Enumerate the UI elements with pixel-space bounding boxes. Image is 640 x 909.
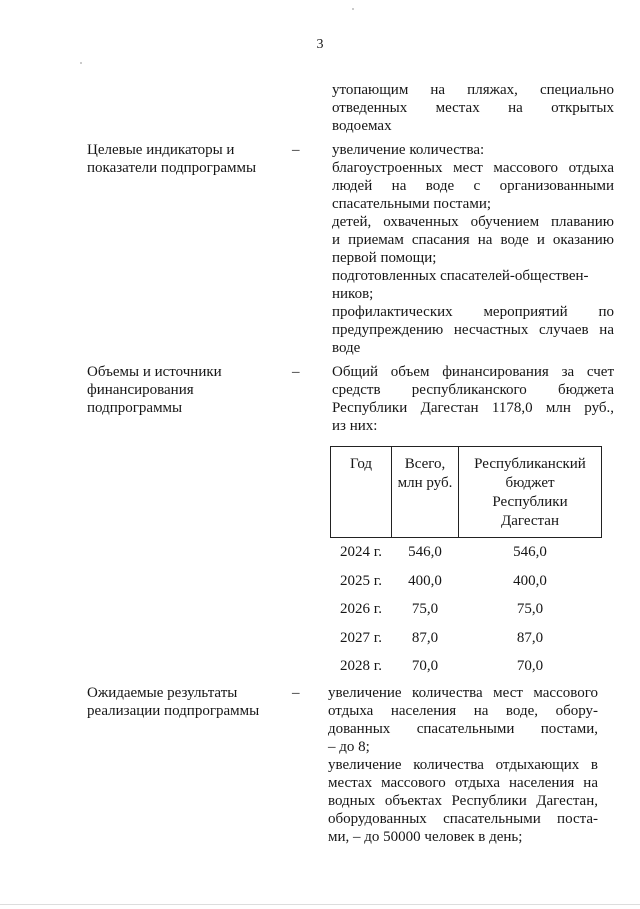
cell-year: 2028 г. <box>340 658 382 675</box>
expected-results-label <box>87 684 277 720</box>
cell-total: 70,0 <box>411 658 439 675</box>
value-line: отдыха населения на воде, обору- <box>328 703 598 719</box>
table-row <box>331 652 602 681</box>
cell-year: 2027 г. <box>340 629 382 646</box>
value-line: детей, охваченных обучением плаванию <box>332 214 614 230</box>
value-line: – до 8; <box>328 739 370 755</box>
funding-dash: – <box>292 364 300 380</box>
value-line: первой помощи; <box>332 250 437 266</box>
value-line: спасательными постами; <box>332 196 492 212</box>
value-line: отведенных местах на открытых <box>332 100 614 116</box>
cell-republican: 546,0 <box>513 544 547 561</box>
table-row <box>331 538 602 567</box>
cell-republican: 75,0 <box>516 601 544 618</box>
cell-total: 87,0 <box>411 629 439 646</box>
value-line: утопающим на пляжах, специально <box>332 82 614 98</box>
cell-republican: 400,0 <box>513 572 547 589</box>
value-line: Общий объем финансирования за счет <box>332 364 614 380</box>
value-line: из них: <box>332 418 378 434</box>
label-line: Ожидаемые результаты <box>87 685 238 701</box>
value-line: увеличение количества: <box>332 142 485 158</box>
scan-speck <box>80 62 82 64</box>
expected-results-value <box>328 684 598 846</box>
value-line: средств республиканского бюджета <box>332 382 614 398</box>
cell-total: 75,0 <box>411 601 439 618</box>
cell-republican: 70,0 <box>516 658 544 675</box>
value-line: предупреждению несчастных случаев на <box>332 322 614 338</box>
label-line: подпрограммы <box>87 400 183 416</box>
value-line: профилактических мероприятий по <box>332 304 614 320</box>
page-number: 3 <box>316 37 324 52</box>
cell-year: 2024 г. <box>340 544 382 561</box>
expected-results-dash: – <box>292 685 300 701</box>
cell-total: 546,0 <box>408 544 442 561</box>
value-line: подготовленных спасателей-обществен- <box>332 268 589 284</box>
value-line: благоустроенных мест массового отдыха <box>332 160 614 176</box>
value-line: и приемам спасания на воде и оказанию <box>332 232 614 248</box>
cell-year: 2026 г. <box>340 601 382 618</box>
continuation-value <box>332 81 614 135</box>
target-indicators-dash: – <box>292 142 300 158</box>
table-row <box>331 595 602 624</box>
scan-speck <box>352 8 354 10</box>
table-row <box>331 567 602 596</box>
cell-total: 400,0 <box>408 572 442 589</box>
value-line: водных объектах Республики Дагестан, <box>328 793 598 809</box>
table-row <box>331 624 602 653</box>
label-line: финансирования <box>87 382 194 398</box>
header-total: Всего, млн руб. <box>392 447 459 538</box>
funding-table <box>330 446 602 681</box>
header-year: Год <box>331 447 392 538</box>
label-line: Целевые индикаторы и <box>87 142 235 158</box>
cell-republican: 87,0 <box>516 629 544 646</box>
page-edge-line <box>0 904 640 905</box>
value-line: людей на воде с организованными <box>332 178 614 194</box>
value-line: ников; <box>332 286 374 302</box>
value-line: увеличение количества мест массового <box>328 685 598 701</box>
cell-year: 2025 г. <box>340 572 382 589</box>
value-line: увеличение количества отдыхающих в <box>328 757 598 773</box>
funding-table-header-row <box>331 447 602 538</box>
value-line: воде <box>332 340 361 356</box>
label-line: реализации подпрограммы <box>87 703 260 719</box>
label-line: показатели подпрограммы <box>87 160 257 176</box>
target-indicators-value <box>332 141 614 357</box>
header-republican-budget: Республиканский бюджет Республики Дагестан <box>459 447 602 538</box>
value-line: водоемах <box>332 118 392 134</box>
value-line: Республики Дагестан 1178,0 млн руб., <box>332 400 614 416</box>
value-line: ми, – до 50000 человек в день; <box>328 829 523 845</box>
funding-value <box>332 363 614 435</box>
value-line: дованных спасательными постами, <box>328 721 598 737</box>
value-line: оборудованных спасательными поста- <box>328 811 598 827</box>
value-line: местах массового отдыха населения на <box>328 775 598 791</box>
target-indicators-label <box>87 141 277 177</box>
funding-label <box>87 363 277 417</box>
label-line: Объемы и источники <box>87 364 222 380</box>
